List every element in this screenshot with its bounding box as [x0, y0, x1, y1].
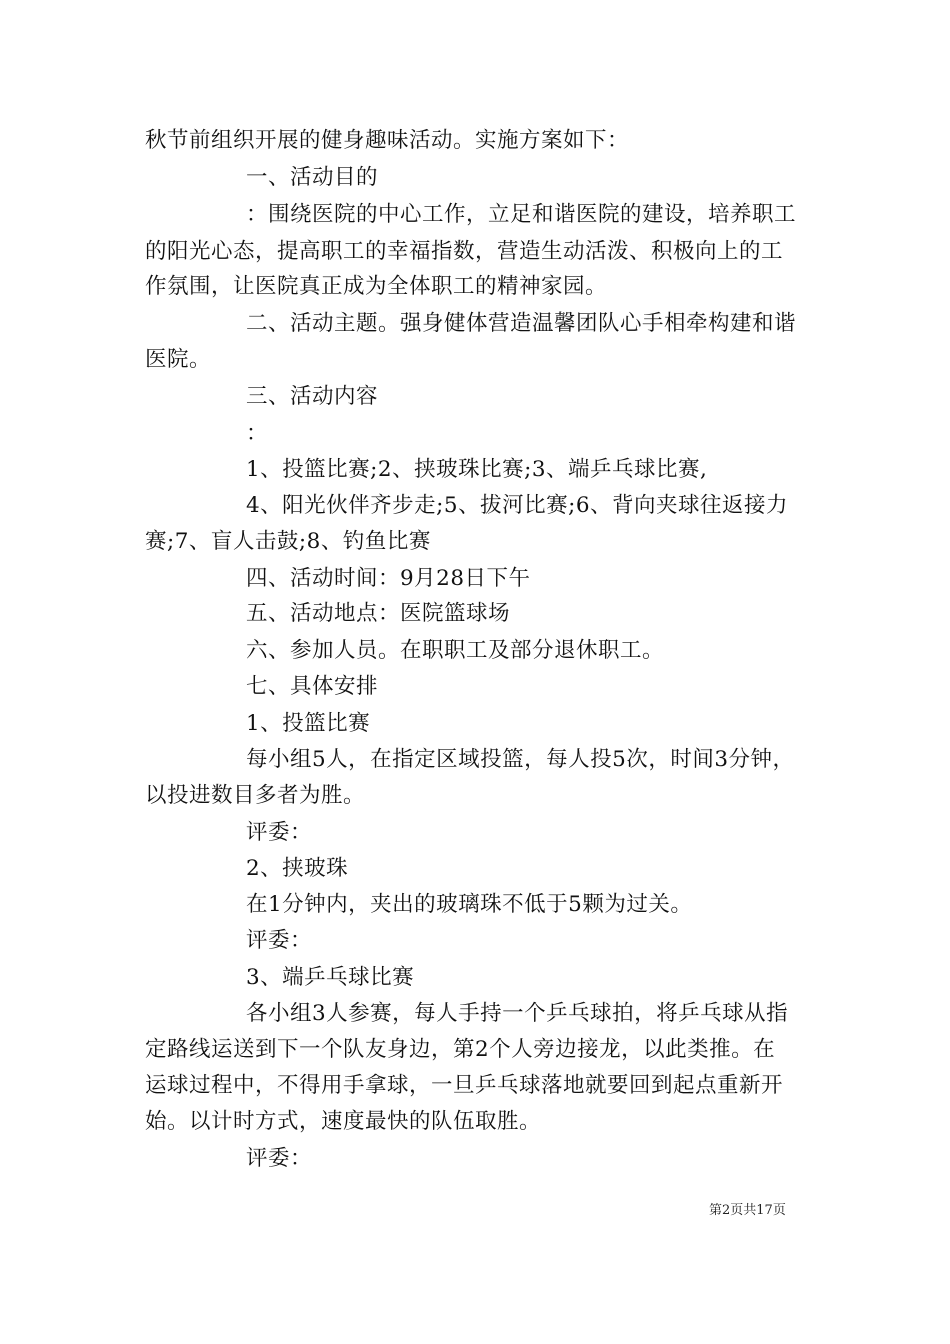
text-line: ：围绕医院的中心工作，立足和谐医院的建设，培养职工 — [246, 202, 797, 227]
text-line: 以投进数目多者为胜。 — [145, 783, 366, 808]
section-heading: 六、参加人员。在职职工及部分退休职工。 — [246, 638, 665, 663]
text-line: 每小组5人，在指定区域投篮，每人投5次，时间3分钟， — [246, 747, 795, 772]
text-line: 赛;7、盲人击鼓;8、钓鱼比赛 — [145, 529, 431, 554]
text-line: 定路线运送到下一个队友身边，第2个人旁边接龙，以此类推。在 — [145, 1037, 776, 1062]
section-heading: 五、活动地点：医院篮球场 — [246, 601, 511, 626]
subsection-heading: 1、投篮比赛 — [246, 711, 371, 736]
judge-label: 评委： — [246, 820, 313, 845]
text-line: 作氛围，让医院真正成为全体职工的精神家园。 — [145, 274, 608, 299]
section-heading: 四、活动时间：9月28日下午 — [246, 566, 531, 591]
judge-label: 评委： — [246, 928, 313, 953]
section-heading: 七、具体安排 — [246, 674, 379, 699]
text-line: 各小组3人参赛，每人手持一个乒乓球拍，将乒乓球从指 — [246, 1001, 789, 1026]
text-line: 1、投篮比赛;2、挟玻珠比赛;3、端乒乓球比赛, — [246, 457, 708, 482]
subsection-heading: 3、端乒乓球比赛 — [246, 965, 415, 990]
text-line: 在1分钟内，夹出的玻璃珠不低于5颗为过关。 — [246, 892, 693, 917]
section-heading: 一、活动目的 — [246, 165, 379, 190]
text-line: 医院。 — [145, 347, 212, 372]
text-line: ： — [246, 421, 269, 446]
text-line: 秋节前组织开展的健身趣味活动。实施方案如下： — [145, 128, 630, 153]
judge-label: 评委： — [246, 1146, 313, 1171]
text-line: 4、阳光伙伴齐步走;5、拔河比赛;6、背向夹球往返接力 — [246, 493, 789, 518]
page-number: 第2页共17页 — [709, 1203, 786, 1218]
text-line: 的阳光心态，提高职工的幸福指数，营造生动活泼、积极向上的工 — [145, 239, 784, 264]
section-heading: 三、活动内容 — [246, 384, 379, 409]
text-line: 始。以计时方式，速度最快的队伍取胜。 — [145, 1109, 542, 1134]
text-line: 运球过程中，不得用手拿球，一旦乒乓球落地就要回到起点重新开 — [145, 1073, 784, 1098]
section-heading: 二、活动主题。强身健体营造温馨团队心手相牵构建和谐 — [246, 311, 797, 336]
subsection-heading: 2、挟玻珠 — [246, 856, 349, 881]
